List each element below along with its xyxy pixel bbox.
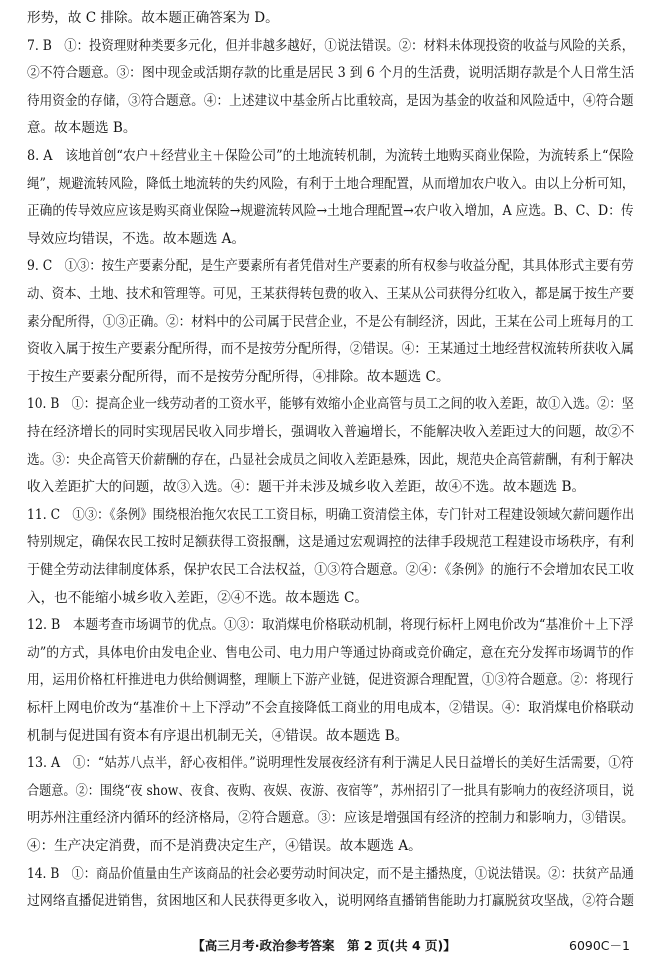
text-line: 13. A ①：“姑苏八点半，舒心夜相伴。”说明理性发展夜经济有利于满足人民日益增长的美好生活需要，①符 [27, 755, 634, 772]
text-line: ④：生产决定消费，而不是消费决定生产，④错误。故本题选 A。 [27, 838, 422, 854]
text-line: 标杆上网电价改为“基准价＋上下浮动”不会直接降低工商业的用电成本，②错误。④：取消煤电价格联动 [27, 700, 634, 716]
text-line: 14. B ①：商品价值量由生产该商品的社会必要劳动时间决定，而不是主播热度，①说法错误。②：扶贫产品通 [27, 865, 634, 882]
text-line: 机制与促进国有资本有序退出机制无关，④错误。故本题选 B。 [27, 727, 409, 744]
text-line: 11. C ①③：《条例》围绕根治拖欠农民工工资目标，明确工资清偿主体，专门针对工程建设领域欠薪问题作出 [27, 506, 634, 523]
page-footer [0, 936, 648, 956]
text-line: 10. B ①：提高企业一线劳动者的工资水平，能够有效缩小企业高管与员工之间的收入差距，故①入选。②：坚 [27, 396, 634, 413]
text-line: 动”的方式，具体电价由发电企业、售电公司、电力用户等通过协商或竞价确定，意在充分发挥市场调节的作 [27, 644, 634, 661]
text-line: 意。故本题选 B。 [27, 120, 137, 137]
text-line: 正确的传导效应应该是购买商业保险→规避流转风险→土地合理配置→农户收入增加，A 应选。B、C、D：传 [27, 203, 634, 220]
text-line: 导效应均错误，不选。故本题选 A。 [27, 230, 246, 247]
text-line: 绳”，规避流转风险，降低土地流转的失约风险，有利于土地合理配置，从而增加农户收入。由以上分析可知， [27, 175, 634, 192]
text-line: 形势，故 C 排除。故本题正确答案为 D。 [27, 10, 279, 26]
footer-title: 【高三月考·政治参考答案 第 2 页(共 4 页)】 [192, 938, 456, 953]
text-line: 收入差距扩大的问题，故③入选。④：题干并未涉及城乡收入差距，故④不选。故本题选 B。 [27, 479, 586, 496]
text-line: 于健全劳动法律制度体系，保护农民工合法权益，①③符合题意。②④：《条例》的施行不会增加农民工收 [27, 562, 634, 578]
text-line: 选。③：央企高管天价薪酬的存在，凸显社会成员之间收入差距悬殊，因此，规范央企高管薪酬，有利于解决 [27, 451, 634, 468]
text-line: 待用资金的存储，③符合题意。④：上述建议中基金所占比重较高，是因为基金的收益和风险适中，④符合题 [27, 92, 634, 109]
text-line: 8. A 该地首创“农户＋经营业主＋保险公司”的土地流转机制，为流转土地购买商业保险，为流转系上“保险 [27, 148, 634, 164]
text-line: 9. C ①③：按生产要素分配，是生产要素所有者凭借对生产要素的所有权参与收益分配，其具体形式主要有劳 [27, 258, 634, 275]
text-line: 动、资本、土地、技术和管理等。可见，王某获得转包费的收入、王某从公司获得分红收入，都是属于按生产要 [27, 286, 634, 302]
text-line: 素分配所得，①③正确。②：材料中的公司属于民营企业，不是公有制经济，因此，王某在公司上班每月的工 [27, 313, 634, 330]
text-line: 持在经济增长的同时实现居民收入同步增长，强调收入普遍增长，不能解决收入差距过大的问题，故②不 [27, 424, 634, 440]
text-line: ②不符合题意。③：图中现金或活期存款的比重是居民 3 到 6 个月的生活费，说明活期存款是个人日常生活 [27, 65, 634, 82]
text-line: 资收入属于按生产要素分配所得，而不是按劳分配所得，②错误。④：王某通过土地经营权流转所获收入属 [27, 341, 634, 358]
text-line: 明苏州注重经济内循环的经济格局，②符合题意。③：应该是增强国有经济的控制力和影响力，③错误。 [27, 810, 634, 827]
text-line: 于按生产要素分配所得，而不是按劳分配所得，④排除。故本题选 C。 [27, 368, 450, 385]
text-line: 12. B 本题考查市场调节的优点。①③：取消煤电价格联动机制，将现行标杆上网电价改为“基准价＋上下浮 [27, 617, 634, 634]
text-line: 特别规定，确保农民工按时足额获得工资报酬，这是通过宏观调控的法律手段规范工程建设市场秩序，有利 [27, 534, 634, 551]
text-line: 入，也不能缩小城乡收入差距，②④不选。故本题选 C。 [27, 589, 368, 606]
text-line: 合题意。②：围绕“夜 show、夜食、夜购、夜娱、夜游、夜宿等”，苏州招引了一批具有影响力的夜经济项目，说 [27, 782, 634, 799]
text-line: 用，运用价格杠杆推进电力供给侧调整，理顺上下游产业链，促进资源合理配置，①③符合题意。②：将现行 [27, 672, 634, 689]
text-line: 过网络直播促进销售，贫困地区和人民获得更多收入，说明网络直播销售能助力打赢脱贫攻坚战，②符合题 [27, 893, 634, 910]
footer-code: 6090C－1 [569, 938, 630, 953]
text-line: 7. B ①：投资理财种类要多元化，但并非越多越好，①说法错误。②：材料未体现投资的收益与风险的关系， [27, 37, 634, 54]
